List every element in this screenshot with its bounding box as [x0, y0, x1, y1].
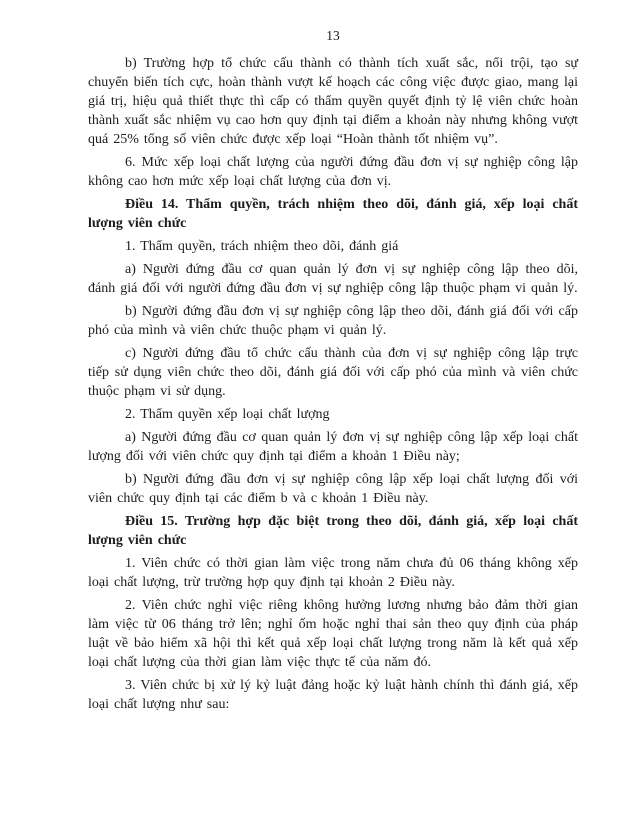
paragraph-clause-1-special: 1. Viên chức có thời gian làm việc trong năm chưa đủ 06 tháng không xếp loại chất lượng, trừ trường hợp quy định tại khoản 2 Điều này.: [88, 556, 578, 590]
document-body: [88, 54, 578, 714]
paragraph-point-b-monitor: b) Người đứng đầu đơn vị sự nghiệp công lập theo dõi, đánh giá đối với cấp phó của mình và viên chức thuộc phạm vi quản lý.: [88, 304, 578, 338]
article-15-heading: Điều 15. Trường hợp đặc biệt trong theo dõi, đánh giá, xếp loại chất lượng viên chức: [88, 514, 578, 548]
article-14-heading: Điều 14. Thẩm quyền, trách nhiệm theo dõi, đánh giá, xếp loại chất lượng viên chức: [88, 197, 578, 231]
paragraph-point-c-monitor: c) Người đứng đầu tổ chức cấu thành của đơn vị sự nghiệp công lập trực tiếp sử dụng viên chức theo dõi, đánh giá đối với cấp phó của mình và viên chức thuộc phạm vi sử dụng.: [88, 346, 578, 399]
paragraph-point-a-monitor: a) Người đứng đầu cơ quan quản lý đơn vị sự nghiệp công lập theo dõi, đánh giá đối với người đứng đầu đơn vị sự nghiệp công lập thuộc phạm vi quản lý.: [88, 262, 578, 296]
paragraph-point-b-classify: b) Người đứng đầu đơn vị sự nghiệp công lập xếp loại chất lượng đối với viên chức quy định tại các điểm b và c khoản 1 Điều này.: [88, 472, 578, 506]
paragraph-clause-2-special: 2. Viên chức nghỉ việc riêng không hưởng lương nhưng bảo đảm thời gian làm việc từ 06 tháng trở lên; nghỉ ốm hoặc nghỉ thai sản theo quy định của pháp luật về bảo hiểm xã hội thì kết quả xếp loại chất lượng trong năm là kết quả xếp loại chất lượng của thời gian làm việc thực tế của năm đó.: [88, 598, 578, 670]
paragraph-clause-1-authority: 1. Thẩm quyền, trách nhiệm theo dõi, đánh giá: [125, 239, 399, 254]
paragraph-clause-6: 6. Mức xếp loại chất lượng của người đứng đầu đơn vị sự nghiệp công lập không cao hơn mức xếp loại chất lượng của đơn vị.: [88, 155, 578, 189]
paragraph-clause-2-authority: 2. Thẩm quyền xếp loại chất lượng: [125, 407, 330, 422]
page-number: 13: [326, 28, 340, 43]
paragraph-clause-3-special: 3. Viên chức bị xử lý kỷ luật đảng hoặc kỷ luật hành chính thì đánh giá, xếp loại chất lượng như sau:: [88, 678, 578, 712]
paragraph-point-b-org: b) Trường hợp tổ chức cấu thành có thành tích xuất sắc, nổi trội, tạo sự chuyển biến tích cực, hoàn thành vượt kế hoạch các công việc được giao, mang lại giá trị, hiệu quả thiết thực thì cấp có thẩm quyền quyết định tỷ lệ viên chức hoàn thành xuất sắc nhiệm vụ cao hơn quy định tại điểm a khoản này nhưng không vượt quá 25% tổng số viên chức được xếp loại “Hoàn thành tốt nhiệm vụ”.: [88, 56, 578, 147]
paragraph-point-a-classify: a) Người đứng đầu cơ quan quản lý đơn vị sự nghiệp công lập xếp loại chất lượng đối với viên chức quy định tại điểm a khoản 1 Điều này;: [88, 430, 578, 464]
